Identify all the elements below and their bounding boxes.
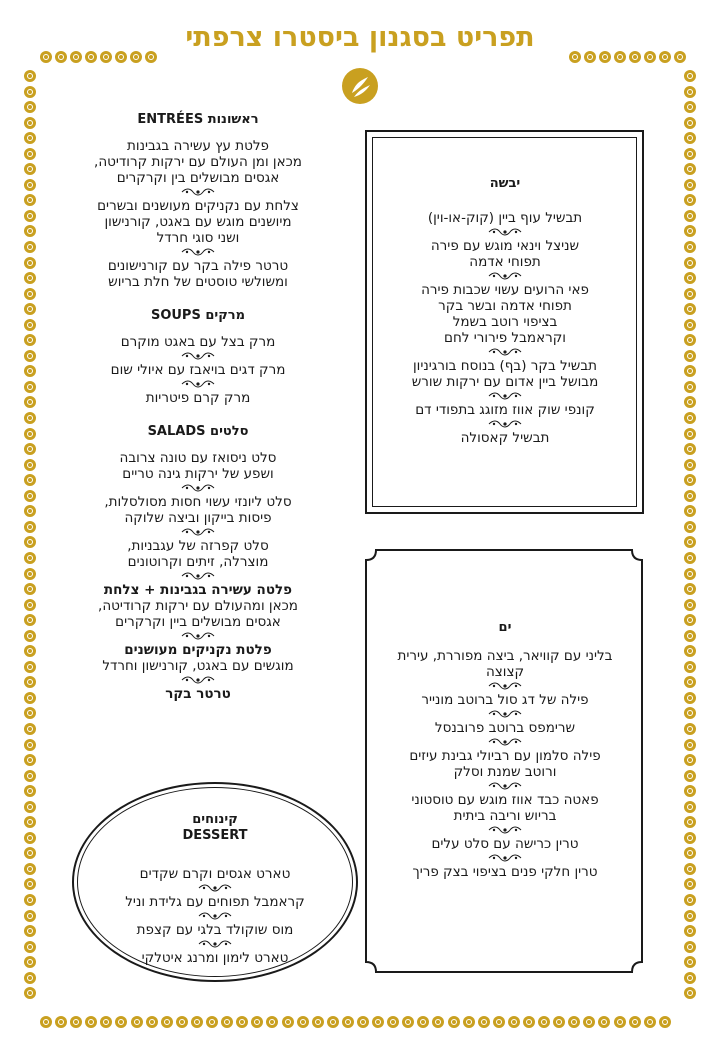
border-dot: [24, 365, 36, 377]
border-dot: [684, 583, 696, 595]
border-dot: [357, 1016, 369, 1028]
border-dot: [24, 70, 36, 82]
border-dot: [684, 785, 696, 797]
border-dot: [24, 723, 36, 735]
border-dot: [24, 381, 36, 393]
border-dot: [24, 739, 36, 751]
border-dot: [684, 521, 696, 533]
border-dot: [684, 878, 696, 890]
border-dot: [24, 847, 36, 859]
ornament-divider: [380, 852, 630, 864]
border-dot: [24, 941, 36, 953]
border-dot: [24, 692, 36, 704]
ornament-divider: [88, 186, 308, 198]
border-dot: [24, 754, 36, 766]
border-right: [684, 70, 696, 999]
ornament-divider: [380, 418, 630, 430]
menu-item-line: מיושנים מוגש עם באגט, קורנישון: [104, 214, 292, 230]
border-dot: [24, 645, 36, 657]
menu-item: [100, 950, 330, 966]
soups-heading: מרקים SOUPS: [150, 308, 246, 323]
border-dot: [24, 956, 36, 968]
menu-item: [88, 138, 308, 186]
dessert-list: [100, 866, 330, 966]
border-dot: [644, 1016, 656, 1028]
border-dot: [24, 319, 36, 331]
menu-item-line: צלחת עם נקניקים מעושנים ובשרים: [97, 198, 299, 214]
salads-list: [88, 450, 308, 702]
menu-item: [380, 430, 630, 446]
menu-item-line: קונפי שוק אווז מזוגג בתפודי דם: [415, 402, 595, 418]
border-dot: [684, 303, 696, 315]
border-dot: [24, 272, 36, 284]
border-dot: [221, 1016, 233, 1028]
menu-item: [88, 362, 308, 378]
menu-item: [100, 894, 330, 910]
menu-item: [100, 866, 330, 882]
menu-item-line: מוצרלה, זיתים וקרוטונים: [127, 554, 269, 570]
border-dot: [327, 1016, 339, 1028]
border-dot: [24, 599, 36, 611]
menu-item: [380, 748, 630, 780]
ornament-divider: [380, 736, 630, 748]
border-dot: [24, 474, 36, 486]
border-dot: [523, 1016, 535, 1028]
border-dot: [161, 1016, 173, 1028]
border-dot: [191, 1016, 203, 1028]
menu-item-line: וקראמבל פירורי לחם: [444, 330, 566, 346]
border-dot: [282, 1016, 294, 1028]
menu-item-line: אגסים מבושלים ביין וקרקרים: [115, 614, 281, 630]
border-dot: [684, 101, 696, 113]
menu-item: [88, 538, 308, 570]
menu-item-line: פאי הרועים עשוי שכבות פירה: [421, 282, 589, 298]
border-dot: [684, 972, 696, 984]
ornament-divider: [88, 350, 308, 362]
land-list: [380, 210, 630, 446]
ornament-divider: [380, 226, 630, 238]
menu-item-line: טרטר פילה בקר עם קורנישונים: [107, 258, 289, 274]
menu-item-title: פלטה עשירה בגבינות + צלחת: [103, 582, 293, 598]
border-dot: [684, 956, 696, 968]
border-dot: [342, 1016, 354, 1028]
border-dot: [24, 676, 36, 688]
sea-list: [380, 648, 630, 880]
border-dot: [24, 210, 36, 222]
ornament-divider: [380, 824, 630, 836]
border-dot: [684, 754, 696, 766]
entrees-list: [88, 138, 308, 290]
ornament-divider: [88, 482, 308, 494]
border-dot: [684, 614, 696, 626]
menu-item-line: סלט ניסואז עם טונה צרובה: [119, 450, 277, 466]
menu-item-line: טארט אגסים וקרם שקדים: [139, 866, 291, 882]
border-dot: [266, 1016, 278, 1028]
menu-item: [380, 648, 630, 680]
border-dot: [24, 132, 36, 144]
border-dot: [684, 148, 696, 160]
ornament-divider: [100, 910, 330, 922]
border-dot: [24, 521, 36, 533]
border-dot: [402, 1016, 414, 1028]
border-dot: [24, 878, 36, 890]
border-dot: [684, 770, 696, 782]
border-dot: [24, 396, 36, 408]
border-dot: [24, 179, 36, 191]
menu-item-line: ושפע של ירקות גינה טריים: [122, 466, 274, 482]
menu-item: [380, 720, 630, 736]
menu-item: [380, 692, 630, 708]
menu-item: [380, 210, 630, 226]
border-dot: [24, 614, 36, 626]
border-dot: [131, 1016, 143, 1028]
border-dot: [684, 350, 696, 362]
border-dot: [684, 941, 696, 953]
border-dot: [24, 785, 36, 797]
dessert-heading-he: קינוחים: [192, 812, 238, 827]
border-dot: [236, 1016, 248, 1028]
left-column: [88, 112, 308, 702]
border-dot: [24, 101, 36, 113]
menu-item-line: בליני עם קוויאר, ביצה מפוררת, עירית: [397, 648, 613, 664]
border-dot: [684, 505, 696, 517]
menu-item-line: קצוצה: [485, 664, 525, 680]
sea-box: [380, 620, 630, 880]
border-dot: [684, 396, 696, 408]
border-dot: [684, 179, 696, 191]
ornament-divider: [380, 680, 630, 692]
border-dot: [684, 707, 696, 719]
border-dot: [24, 536, 36, 548]
border-dot: [24, 894, 36, 906]
menu-item: [88, 450, 308, 482]
border-dot: [24, 505, 36, 517]
border-dot: [659, 1016, 671, 1028]
border-dot: [684, 474, 696, 486]
ornament-divider: [380, 780, 630, 792]
border-dot: [417, 1016, 429, 1028]
soups-list: [88, 334, 308, 406]
ornament-divider: [88, 526, 308, 538]
border-bottom: [40, 1016, 671, 1028]
menu-item: [88, 390, 308, 406]
menu-title: תפריט בסגנון ביסטרו צרפתי: [185, 22, 535, 53]
ornament-divider: [88, 378, 308, 390]
border-dot: [463, 1016, 475, 1028]
menu-item-line: פילה של דג סול ברוטב מונייר: [421, 692, 589, 708]
ornament-divider: [380, 346, 630, 358]
border-dot: [24, 257, 36, 269]
menu-item-line: תפוחי אדמה ובשר בקר: [438, 298, 572, 314]
menu-item: [380, 402, 630, 418]
border-dot: [684, 241, 696, 253]
border-dot: [70, 1016, 82, 1028]
border-dot: [40, 1016, 52, 1028]
menu-item-line: מוס שוקולד בלגי עם קצפת: [136, 922, 294, 938]
dessert-heading-en: DESSERT: [182, 828, 248, 843]
border-dot: [553, 1016, 565, 1028]
menu-item-line: ורוטב שמנת וסלק: [453, 764, 557, 780]
border-dot: [24, 490, 36, 502]
menu-item-line: תבשיל קאסולה: [460, 430, 550, 446]
border-dot: [206, 1016, 218, 1028]
border-dot: [684, 832, 696, 844]
border-dot: [24, 661, 36, 673]
border-dot: [684, 676, 696, 688]
menu-item-line: תבשיל עוף ביין (קוק-או-וין): [427, 210, 583, 226]
border-dot: [684, 163, 696, 175]
menu-item-line: מבושל ביין אדום עם ירקות שורש: [411, 374, 599, 390]
menu-item: [88, 198, 308, 246]
border-dot: [24, 412, 36, 424]
ornament-divider: [88, 246, 308, 258]
border-dot: [387, 1016, 399, 1028]
menu-item-line: קראמבל תפוחים עם גלידת וניל: [125, 894, 305, 910]
border-dot: [24, 925, 36, 937]
menu-item: [88, 258, 308, 290]
menu-item-line: מכאן ומן העולם עם ירקות קרודיטה,: [94, 154, 302, 170]
ornament-divider: [380, 390, 630, 402]
menu-item-title: פלטת נקניקים מעושנים: [124, 642, 272, 658]
border-dot: [684, 552, 696, 564]
menu-item: [380, 282, 630, 346]
border-dot: [24, 770, 36, 782]
menu-item: [88, 334, 308, 350]
border-dot: [24, 816, 36, 828]
border-dot: [684, 536, 696, 548]
border-dot: [684, 334, 696, 346]
menu-item-line: מרק קרם פיטריות: [145, 390, 251, 406]
menu-item: [88, 494, 308, 526]
border-dot: [684, 225, 696, 237]
menu-item: [380, 836, 630, 852]
menu-item-line: טרין כרישה עם סלט עלים: [431, 836, 579, 852]
border-dot: [24, 630, 36, 642]
border-dot: [568, 1016, 580, 1028]
menu-item-line: מרק בצל עם באגט מוקרם: [120, 334, 276, 350]
border-dot: [684, 132, 696, 144]
border-dot: [684, 288, 696, 300]
border-dot: [478, 1016, 490, 1028]
menu-item-line: פאטה כבד אווז מוגש עם טוסטוני: [411, 792, 599, 808]
border-dot: [684, 723, 696, 735]
border-dot: [251, 1016, 263, 1028]
menu-item-line: תפוחי אדמה: [469, 254, 541, 270]
border-dot: [24, 350, 36, 362]
menu-item-line: שניצל וינאי מוגש עם פירה: [430, 238, 580, 254]
sea-heading: ים: [498, 620, 512, 635]
menu-item-line: בריוש וריבה ביתית: [453, 808, 557, 824]
border-dot: [684, 568, 696, 580]
border-dot: [24, 303, 36, 315]
menu-item: [88, 582, 308, 630]
border-dot: [24, 459, 36, 471]
ornament-divider: [380, 270, 630, 282]
menu-item: [380, 792, 630, 824]
border-dot: [684, 692, 696, 704]
ornament-divider: [88, 674, 308, 686]
ornament-divider: [88, 570, 308, 582]
border-dot: [55, 1016, 67, 1028]
border-dot: [24, 241, 36, 253]
menu-item-line: פילה סלמון עם רביולי גבינת עיזים: [409, 748, 601, 764]
border-dot: [684, 801, 696, 813]
border-dot: [684, 894, 696, 906]
border-dot: [684, 412, 696, 424]
border-dot: [684, 272, 696, 284]
menu-item: [380, 358, 630, 390]
ornament-divider: [380, 708, 630, 720]
border-dot: [684, 645, 696, 657]
border-dot: [684, 428, 696, 440]
border-dot: [24, 863, 36, 875]
border-dot: [684, 210, 696, 222]
border-dot: [684, 70, 696, 82]
border-dot: [684, 194, 696, 206]
menu-item-title: טרטר בקר: [165, 686, 231, 702]
border-dot: [176, 1016, 188, 1028]
border-dot: [24, 86, 36, 98]
border-dot: [684, 847, 696, 859]
menu-item-line: אגסים מבושלים בין וקרקרים: [116, 170, 280, 186]
border-dot: [684, 910, 696, 922]
border-dot: [24, 832, 36, 844]
border-dot: [24, 987, 36, 999]
border-dot: [448, 1016, 460, 1028]
menu-item: [88, 686, 308, 702]
entrees-heading: ראשונות ENTRÉES: [137, 112, 259, 127]
border-dot: [583, 1016, 595, 1028]
menu-item-line: תבשיל בקר (בף) בנוסח בורגיניון: [412, 358, 597, 374]
border-dot: [146, 1016, 158, 1028]
border-dot: [24, 568, 36, 580]
border-dot: [24, 972, 36, 984]
border-dot: [684, 443, 696, 455]
border-dot: [115, 1016, 127, 1028]
border-dot: [312, 1016, 324, 1028]
border-dot: [684, 925, 696, 937]
border-dot: [24, 801, 36, 813]
border-dot: [24, 428, 36, 440]
border-dot: [614, 1016, 626, 1028]
border-dot: [538, 1016, 550, 1028]
ornament-divider: [100, 938, 330, 950]
border-dot: [684, 816, 696, 828]
border-dot: [372, 1016, 384, 1028]
border-dot: [24, 334, 36, 346]
border-left: [24, 70, 36, 999]
ornament-divider: [88, 630, 308, 642]
flame-leaf-logo: [342, 68, 378, 104]
menu-item-line: ומשולשי טוסטים של חלת בריוש: [108, 274, 288, 290]
border-dot: [24, 288, 36, 300]
border-dot: [24, 225, 36, 237]
border-dot: [297, 1016, 309, 1028]
border-dot: [684, 739, 696, 751]
border-dot: [432, 1016, 444, 1028]
border-dot: [684, 661, 696, 673]
border-dot: [684, 630, 696, 642]
border-dot: [24, 163, 36, 175]
menu-item-line: ושני סוגי חרדל: [156, 230, 240, 246]
dessert-section: [100, 812, 330, 966]
border-dot: [493, 1016, 505, 1028]
border-dot: [100, 1016, 112, 1028]
border-dot: [684, 599, 696, 611]
border-dot: [684, 86, 696, 98]
menu-item: [380, 864, 630, 880]
land-heading: יבשה: [489, 176, 521, 191]
menu-item-line: בציפוי רוטב בשמל: [452, 314, 558, 330]
menu-item-line: שרימפס ברוטב פרובנסל: [434, 720, 576, 736]
border-dot: [629, 1016, 641, 1028]
border-dot: [684, 863, 696, 875]
menu-item-line: טארט לימון ומרנג איטלקי: [141, 950, 289, 966]
border-dot: [24, 552, 36, 564]
border-dot: [24, 910, 36, 922]
border-dot: [24, 443, 36, 455]
border-dot: [24, 117, 36, 129]
salads-heading: סלטים SALADS: [147, 424, 249, 439]
menu-item: [380, 238, 630, 270]
menu-item: [100, 922, 330, 938]
menu-item-line: פיסות בייקון וביצה שלוקה: [124, 510, 272, 526]
menu-item-line: מכאן ומהעולם עם ירקות קרודיטה,: [98, 598, 298, 614]
border-dot: [24, 707, 36, 719]
menu-item-line: מרק דגים בויאבז עם איולי שום: [110, 362, 286, 378]
border-dot: [684, 490, 696, 502]
border-dot: [598, 1016, 610, 1028]
menu-item-line: סלט ליונזי עשוי חסות מסולסלות,: [104, 494, 292, 510]
border-dot: [24, 194, 36, 206]
menu-item-line: פלטת עץ עשירה בגבינות: [127, 138, 269, 154]
border-dot: [24, 583, 36, 595]
land-box: [380, 176, 630, 446]
menu-item-line: סלט קפרזה של עגבניות,: [127, 538, 269, 554]
ornament-divider: [100, 882, 330, 894]
border-dot: [508, 1016, 520, 1028]
border-dot: [684, 365, 696, 377]
border-dot: [684, 257, 696, 269]
border-dot: [24, 148, 36, 160]
border-dot: [684, 319, 696, 331]
border-dot: [85, 1016, 97, 1028]
menu-item-line: טרין חלקי פנים בציפוי בצק פריך: [412, 864, 598, 880]
menu-item: [88, 642, 308, 674]
border-dot: [684, 381, 696, 393]
border-dot: [684, 459, 696, 471]
menu-item-line: מוגשים עם באגט, קורנישון וחרדל: [102, 658, 294, 674]
border-dot: [684, 987, 696, 999]
border-dot: [684, 117, 696, 129]
